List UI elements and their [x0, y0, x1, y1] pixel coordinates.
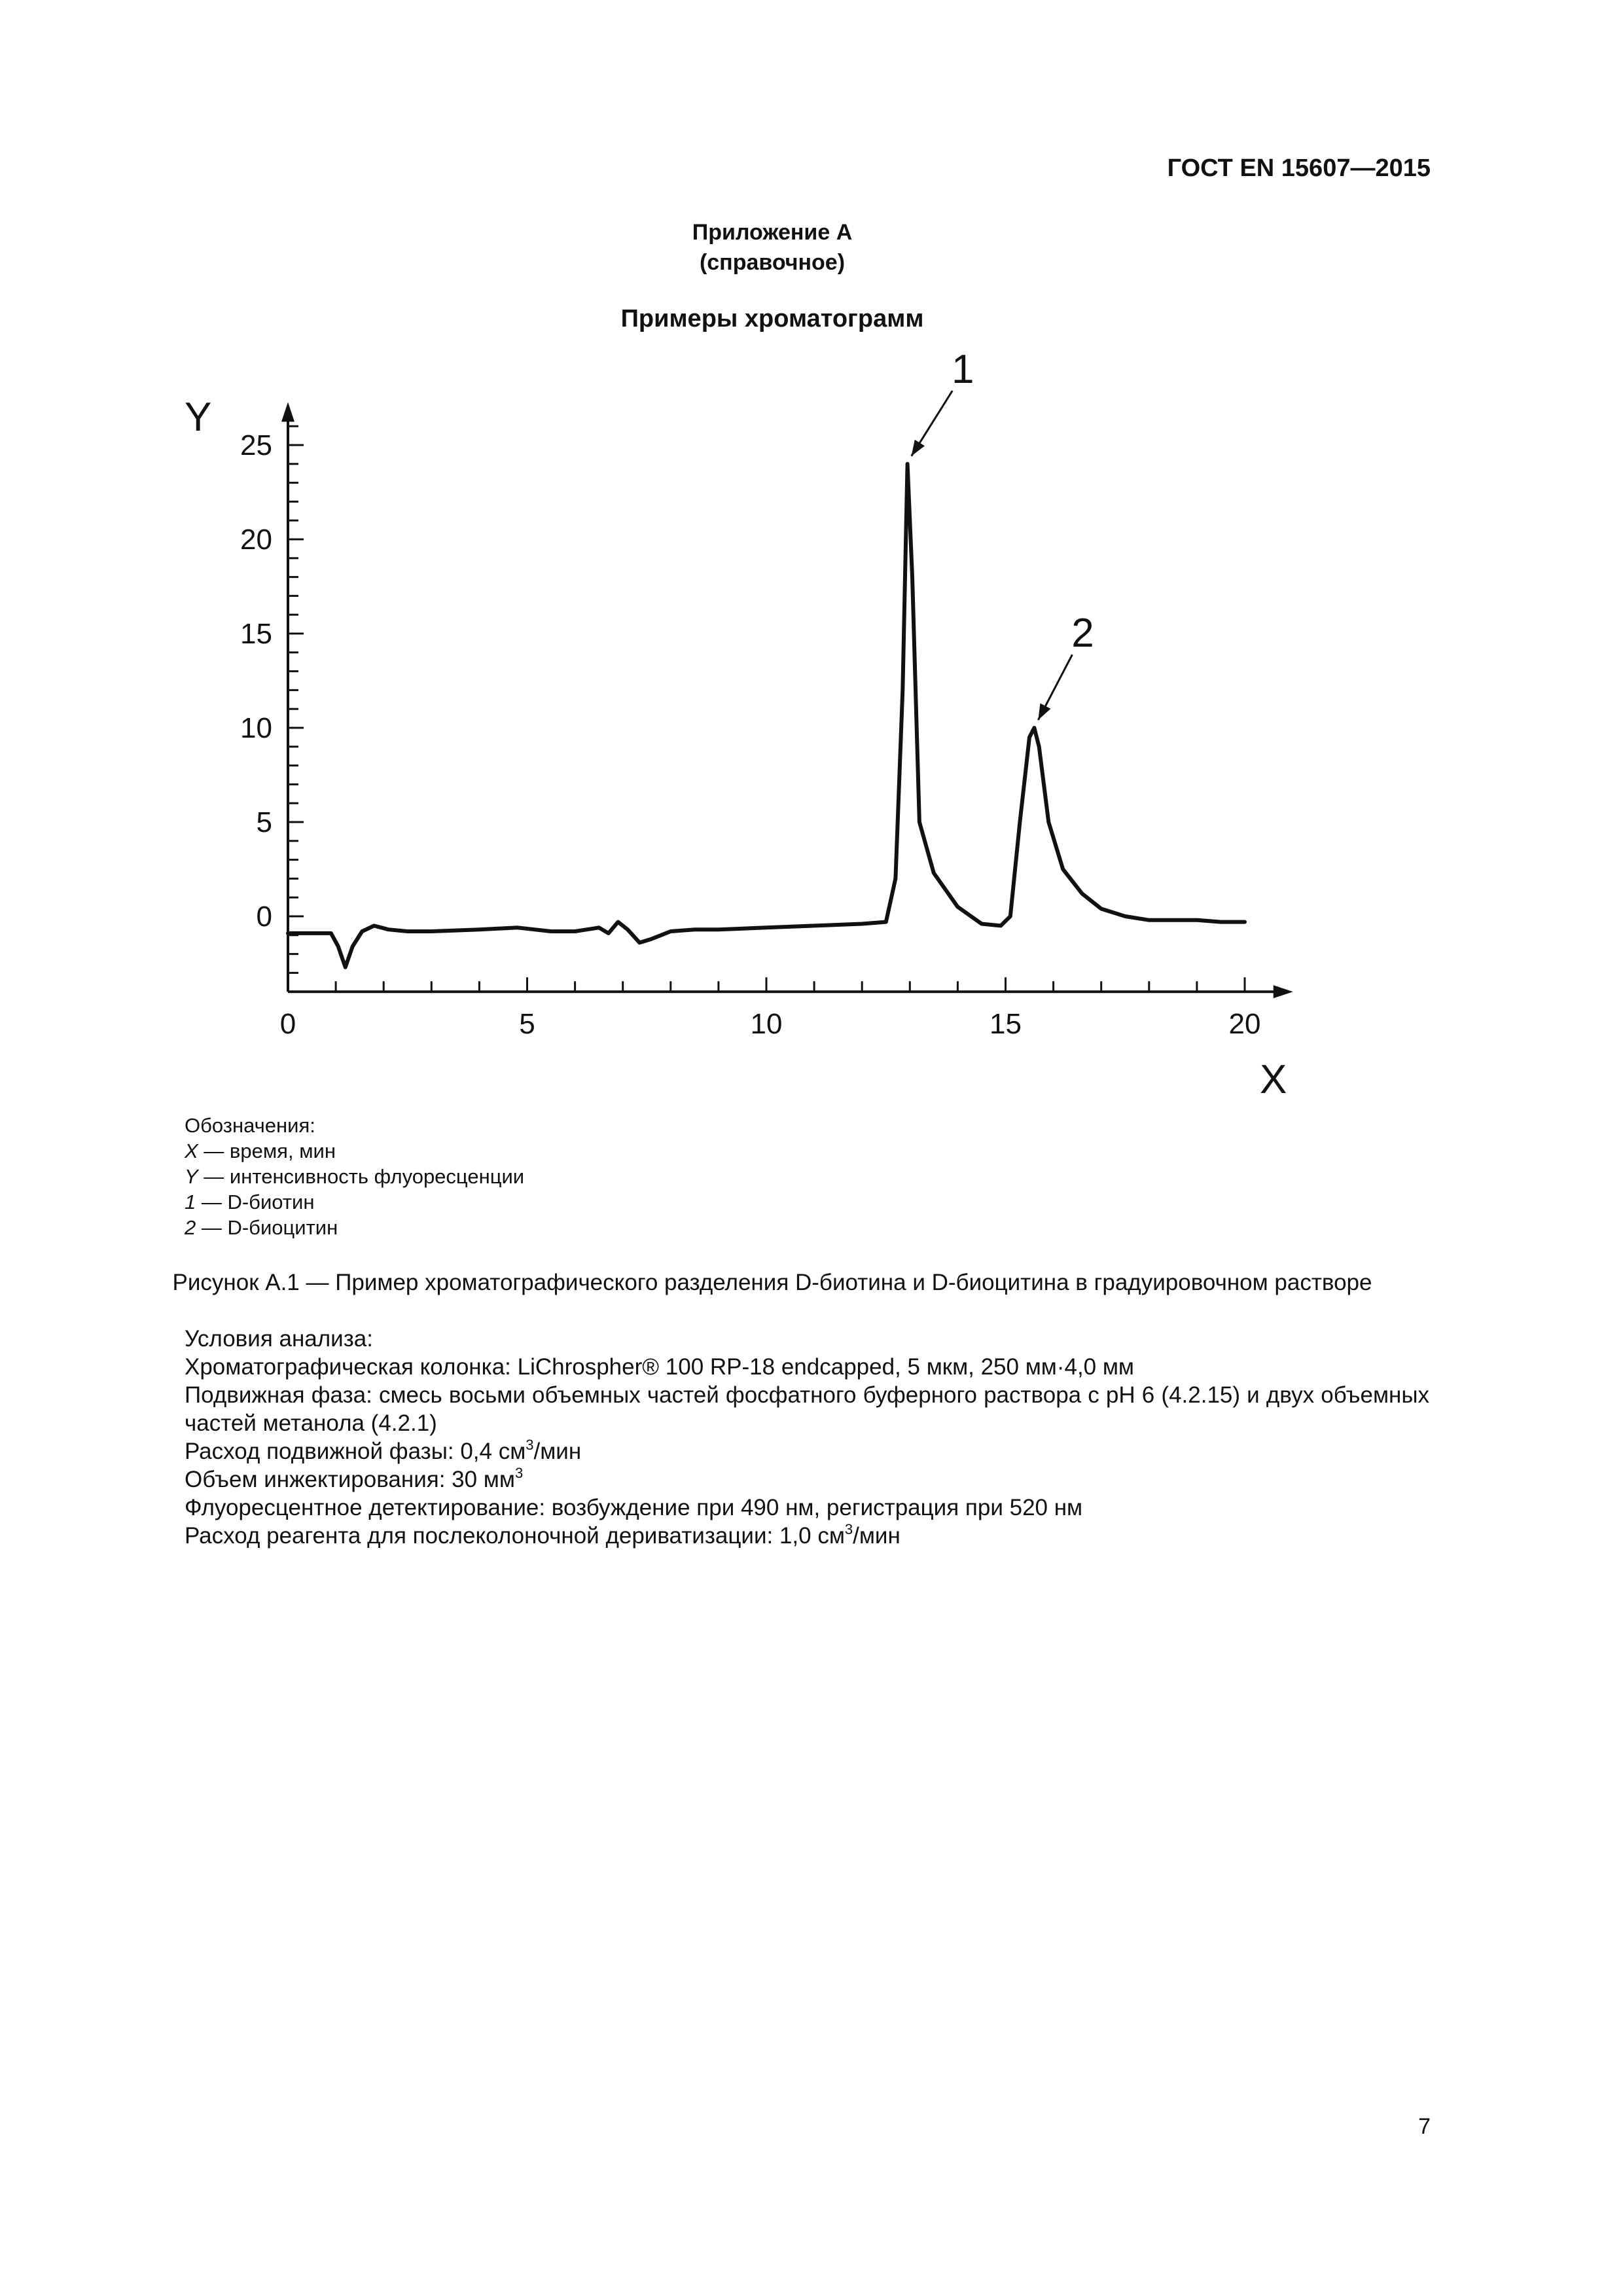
peak-label: 1: [952, 347, 974, 392]
flow-sup: 3: [526, 1437, 534, 1453]
legend: [185, 1113, 524, 1240]
chromatogram-line: [288, 464, 1245, 967]
annotation-arrowhead: [912, 440, 925, 456]
x-tick-label: 5: [519, 1008, 535, 1041]
x-tick-label: 10: [750, 1008, 783, 1041]
analysis-conditions: [116, 1325, 1429, 1550]
legend-key: 2: [185, 1216, 196, 1239]
flow-unit: /мин: [533, 1439, 582, 1464]
chromatogram-chart: [0, 0, 1623, 1113]
legend-text: — время, мин: [198, 1139, 336, 1162]
injection-sup: 3: [514, 1465, 524, 1481]
y-axis-arrow: [281, 402, 294, 422]
annex-subtitle: (справочное): [699, 250, 846, 275]
legend-text: — интенсивность флуоресценции: [198, 1165, 525, 1188]
x-tick-label: 15: [990, 1008, 1022, 1041]
flow-text: Расход подвижной фазы: 0,4 см: [185, 1439, 526, 1464]
legend-text: — D-биоцитин: [196, 1216, 338, 1239]
legend-text: — D-биотин: [196, 1191, 315, 1213]
figure-heading: Примеры хроматограмм: [620, 305, 924, 332]
y-tick-label: 10: [240, 712, 272, 744]
legend-item-1: [185, 1189, 524, 1215]
injection-text: Объем инжектирования: 30 мм: [185, 1467, 515, 1492]
x-axis-label: X: [1260, 1057, 1287, 1102]
condition-reagent: [116, 1522, 1429, 1550]
legend-item-x: [185, 1138, 524, 1164]
condition-column: Хроматографическая колонка: LiChrospher® 100 RP-18 endcapped, 5 мкм, 250 мм·4,0 мм: [185, 1354, 1134, 1380]
reagent-unit: /мин: [853, 1523, 901, 1549]
peak-annotations: [912, 347, 1094, 720]
figure-caption: Рисунок А.1 — Пример хроматографического разделения D-биотина и D-биоцитина в градуировочном растворе: [172, 1270, 1372, 1295]
chart-axes: [281, 402, 1293, 998]
document-header: ГОСТ EN 15607—2015: [1167, 154, 1431, 182]
legend-heading: Обозначения:: [185, 1114, 315, 1137]
annotation-arrowhead: [1038, 704, 1050, 720]
chart-tick-labels: [240, 429, 1260, 1040]
x-axis-arrow: [1274, 985, 1293, 998]
y-tick-label: 5: [256, 806, 272, 838]
legend-item-y: [185, 1164, 524, 1189]
legend-key: Y: [185, 1165, 198, 1188]
condition-detection: Флуоресцентное детектирование: возбуждение при 490 нм, регистрация при 520 нм: [185, 1495, 1083, 1520]
annex-label: Приложение А: [692, 220, 853, 245]
x-tick-label: 0: [279, 1008, 296, 1041]
y-tick-label: 25: [240, 429, 272, 461]
y-axis-label: Y: [185, 395, 212, 440]
condition-injection: [116, 1465, 1429, 1494]
reagent-text: Расход реагента для послеколоночной дериватизации: 1,0 см: [185, 1523, 845, 1549]
condition-flow: [116, 1437, 1429, 1465]
y-tick-label: 15: [240, 618, 272, 650]
page-number: 7: [1418, 2114, 1431, 2139]
conditions-heading: Условия анализа:: [185, 1326, 373, 1352]
y-tick-label: 0: [256, 901, 272, 933]
x-tick-label: 20: [1228, 1008, 1261, 1041]
condition-mobile-phase: Подвижная фаза: смесь восьми объемных частей фосфатного буферного раствора с pH 6 (4.2.15) и двух объемных частей метанола (4.2.1): [185, 1382, 1429, 1436]
y-tick-label: 20: [240, 524, 272, 556]
legend-key: X: [185, 1139, 198, 1162]
reagent-sup: 3: [844, 1521, 853, 1537]
legend-key: 1: [185, 1191, 196, 1213]
legend-item-2: [185, 1215, 524, 1240]
peak-label: 2: [1071, 611, 1094, 656]
